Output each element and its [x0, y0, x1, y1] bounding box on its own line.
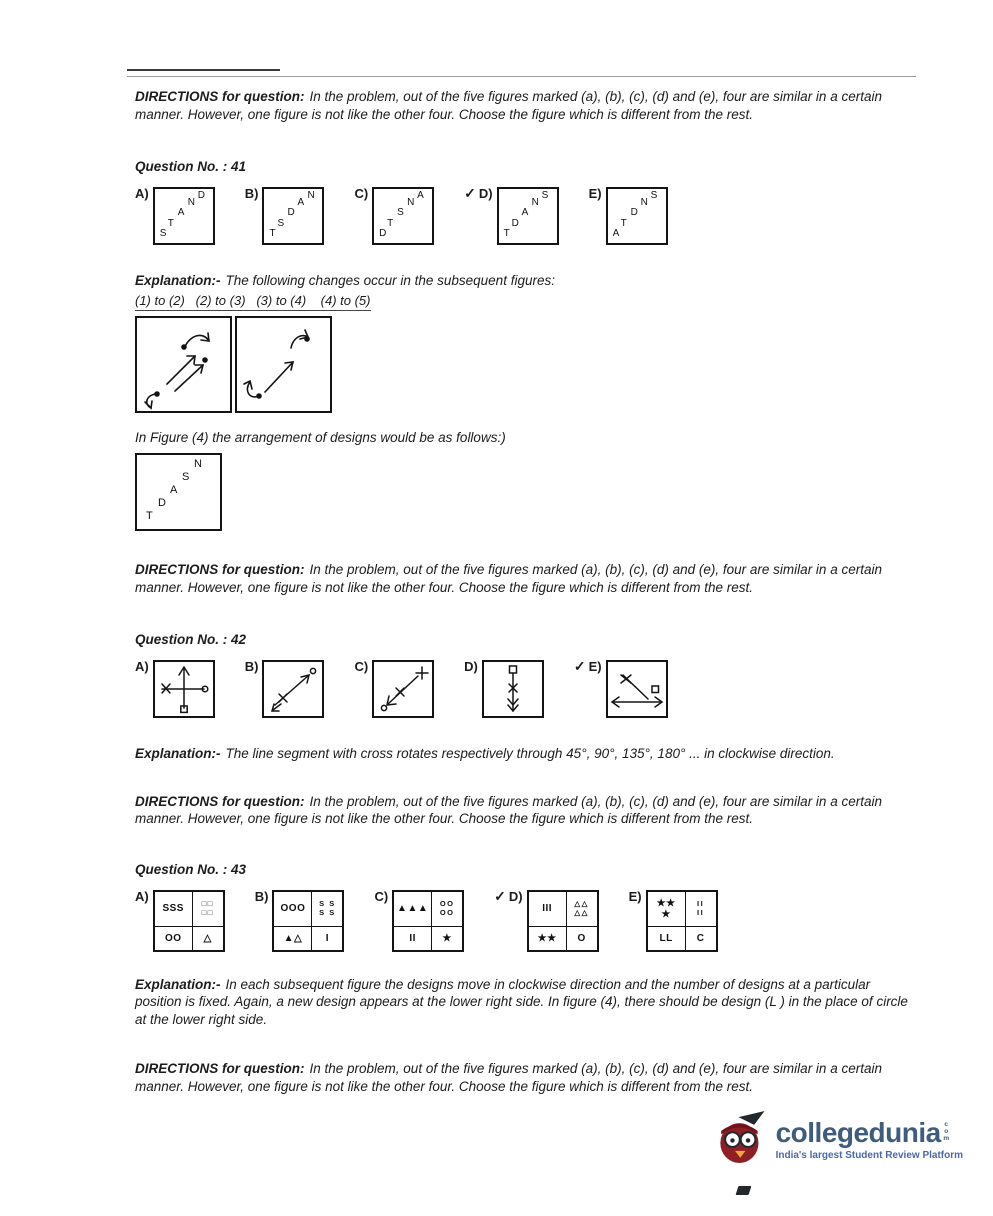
figure-symbols: ▲▲▲: [397, 903, 429, 914]
figure-letter: T: [269, 228, 276, 239]
directions-label: DIRECTIONS for question:: [135, 89, 305, 104]
horizontal-double-arrow-diagonal-figure: [608, 662, 666, 716]
option-b-figure: [262, 187, 324, 245]
option-d: [464, 187, 558, 245]
option-a: [135, 660, 215, 718]
figure-cell-top-left: [529, 892, 566, 926]
option-c-figure: [372, 187, 434, 245]
figure-symbols: S S: [319, 907, 336, 917]
option-b-figure: [262, 660, 324, 718]
footer-mark-icon: [736, 1186, 752, 1195]
option-d-figure: [527, 890, 599, 952]
option-e-figure: [606, 187, 668, 245]
figure-cell-bottom-right: [431, 926, 462, 950]
figure-symbols: OO: [164, 932, 182, 944]
figure-letter: N: [531, 197, 539, 208]
question-42-title: Question No. : 42: [135, 632, 247, 647]
figure-symbols: SSS: [162, 903, 184, 914]
figure-symbols: △△: [574, 907, 589, 917]
option-label: C): [354, 659, 369, 674]
collegedunia-logo[interactable]: [716, 1108, 963, 1171]
figure-letter: D: [511, 218, 519, 229]
figure-cell-bottom-right: [566, 926, 597, 950]
figure-symbols: C: [696, 932, 705, 944]
figure-cell-bottom-left: [155, 926, 192, 950]
figure-cell-top-left: [274, 892, 311, 926]
option-e: [574, 660, 668, 718]
figure-symbols: III: [542, 903, 553, 914]
option-c: [374, 890, 464, 952]
figure-symbols: II: [697, 907, 705, 917]
figure-letter: D: [630, 207, 638, 218]
option-b-figure: [272, 890, 344, 952]
figure-letter: A: [170, 484, 178, 496]
mascot-hair: [738, 1111, 764, 1125]
question-41-title: Question No. : 41: [135, 159, 247, 174]
option-a-figure: [153, 890, 225, 952]
figure-symbols: I: [325, 932, 330, 944]
figure-symbols: OOO: [280, 903, 306, 914]
figure-letter: A: [177, 207, 185, 218]
vertical-line-square-arrowheads-figure: [484, 662, 542, 716]
diagonal-arrow-cross-circle-figure: [264, 662, 322, 716]
figure-letter: N: [307, 190, 315, 201]
transition-figure-1: [135, 316, 232, 413]
option-label: C): [354, 186, 369, 201]
correct-answer-check-icon: ✓: [494, 887, 506, 904]
question-41-explanation: [135, 272, 915, 290]
figure-letter: D: [379, 228, 387, 239]
figure-symbols: O: [577, 932, 586, 944]
logo-text: [776, 1118, 963, 1161]
option-label: C): [374, 888, 389, 904]
figure-symbols: ★: [661, 908, 671, 920]
option-b: [245, 187, 325, 245]
option-a-figure: [153, 187, 215, 245]
figure-cell-bottom-left: [529, 926, 566, 950]
figure-letter: A: [612, 228, 620, 239]
option-e: [589, 187, 668, 245]
option-a: [135, 890, 225, 952]
figure-letter: S: [397, 207, 404, 218]
directions-text: In the problem, out of the five figures marked (a), (b), (c), (d) and (e), four are similar in a certain manner. However, one figure is not like the other four. Choose the figure which is different from the rest.: [135, 562, 882, 595]
figure-letter: N: [194, 458, 202, 470]
option-b: [255, 890, 345, 952]
vertical-arrow-cross-line-figure: [155, 662, 213, 716]
figure-letter: N: [187, 197, 195, 208]
figure-cell-top-left: [648, 892, 685, 926]
directions-label: DIRECTIONS for question:: [135, 793, 305, 809]
figure-letter: A: [417, 190, 424, 201]
figure-cell-top-right: [566, 892, 597, 926]
figure-cell-bottom-left: [394, 926, 431, 950]
option-label: D): [508, 888, 523, 904]
directions-text: In the problem, out of the five figures marked (a), (b), (c), (d) and (e), four are similar in a certain manner. However, one figure is not like the other four. Choose the figure which is different from the rest.: [135, 89, 882, 122]
transition-figure-2: [235, 316, 332, 413]
curved-arrows-diagram-2: [237, 318, 330, 411]
collegedunia-mascot-icon: [716, 1108, 768, 1171]
figure-letter: T: [503, 228, 510, 239]
figure-cell-bottom-right: [685, 926, 716, 950]
option-label: B): [244, 186, 259, 201]
option-e-figure: [606, 660, 668, 718]
figure-cell-top-right: [685, 892, 716, 926]
explanation-text: The line segment with cross rotates respectively through 45°, 90°, 135°, 180° ... in clockwise direction.: [225, 746, 835, 761]
figure-cell-bottom-left: [274, 926, 311, 950]
figure-cell-top-right: [431, 892, 462, 926]
option-label: A): [135, 186, 149, 201]
option-e: [629, 890, 718, 952]
figure-cell-top-right: [192, 892, 223, 926]
directions-block-1: [135, 88, 915, 123]
option-label: A): [135, 659, 149, 674]
figure-letter: S: [182, 471, 190, 483]
figure-symbols: OO: [439, 899, 455, 908]
figure-letter: D: [197, 190, 205, 201]
directions-label: DIRECTIONS for question:: [135, 562, 305, 577]
question-43-explanation: [135, 976, 915, 1029]
option-label: A): [135, 888, 149, 904]
figure-cell-bottom-right: [192, 926, 223, 950]
figure-letter: N: [640, 197, 648, 208]
logo-tagline: India's largest Student Review Platform: [775, 1150, 963, 1161]
question-42-options: [135, 660, 915, 718]
figure-cell-bottom-right: [311, 926, 342, 950]
question-43-options: [135, 887, 915, 952]
option-c-figure: [392, 890, 464, 952]
figure-symbols: ★★: [537, 932, 557, 944]
option-label: E): [628, 888, 642, 904]
header-rule-short: [127, 69, 280, 71]
figure-symbols: LL: [659, 932, 673, 944]
figure-cell-bottom-left: [648, 926, 685, 950]
figure-letter: T: [146, 510, 153, 522]
directions-label: DIRECTIONS for question:: [135, 1061, 305, 1076]
option-d: [494, 887, 598, 952]
explanation-label: Explanation:-: [135, 273, 221, 288]
option-c: [354, 660, 434, 718]
figure-letter: D: [158, 497, 166, 509]
correct-answer-check-icon: ✓: [573, 658, 586, 674]
figure-symbols: ▲△: [283, 932, 303, 944]
figure-symbols: S S: [319, 899, 336, 908]
question-42-explanation: [135, 745, 915, 763]
explanation-label: Explanation:-: [135, 976, 221, 992]
option-c-figure: [372, 660, 434, 718]
option-a-figure: [153, 660, 215, 718]
figure-letter: D: [287, 207, 295, 218]
directions-block-3: [135, 793, 915, 828]
logo-brand-text: collegedunia: [775, 1117, 941, 1148]
figure-symbols: II: [409, 932, 416, 944]
option-c: [354, 187, 434, 245]
explanation-text: In each subsequent figure the designs move in clockwise direction and the number of designs at a particular position is fixed. Again, a new design appears at the lower right side. In figure (4), there should be design (L ) in the place of circle at the lower right side.: [135, 976, 908, 1027]
question-41-options: [135, 187, 915, 245]
figure-symbols: □□: [201, 907, 214, 917]
figure-letter: A: [297, 197, 305, 208]
option-d: [464, 660, 544, 718]
figure-letter: S: [159, 228, 167, 239]
figure-cell-top-left: [155, 892, 192, 926]
curved-arrows-diagram-1: [137, 318, 230, 411]
figure-symbols: △: [203, 932, 212, 944]
transition-figures: [135, 316, 915, 413]
option-label: B): [254, 888, 269, 904]
figure-cell-top-left: [394, 892, 431, 926]
figure-4-note: In Figure (4) the arrangement of designs would be as follows:): [135, 429, 506, 445]
directions-block-2: [135, 561, 915, 596]
figure-symbols: □□: [201, 899, 214, 908]
option-d-figure: [482, 660, 544, 718]
figure-letter: A: [521, 207, 529, 218]
figure-letter: N: [407, 197, 415, 208]
figure-symbols: ★★: [656, 897, 676, 909]
figure-symbols: OO: [439, 907, 455, 917]
diagonal-line-plus-cross-figure: [374, 662, 432, 716]
figure-letter: S: [541, 190, 549, 201]
figure-symbols: △△: [574, 899, 589, 908]
question-43-title: Question No. : 43: [135, 861, 247, 877]
transition-steps-line: (1) to (2) (2) to (3) (3) to (4) (4) to (5): [135, 293, 371, 311]
figure-cell-top-right: [311, 892, 342, 926]
correct-answer-check-icon: ✓: [464, 185, 476, 201]
figure-letter: S: [277, 218, 285, 229]
figure-symbols: II: [697, 899, 705, 908]
figure-letter: S: [650, 190, 658, 201]
option-label: D): [464, 659, 478, 674]
directions-text: In the problem, out of the five figures marked (a), (b), (c), (d) and (e), four are similar in a certain manner. However, one figure is not like the other four. Choose the figure which is different from the rest.: [135, 1061, 882, 1094]
header-rule: [127, 76, 916, 77]
explanation-text: The following changes occur in the subsequent figures:: [225, 273, 555, 288]
figure-letter: T: [387, 218, 394, 229]
logo-brand-suffix: com: [942, 1121, 950, 1142]
figure-letter: T: [620, 218, 627, 229]
option-label: B): [244, 659, 259, 674]
directions-text: In the problem, out of the five figures marked (a), (b), (c), (d) and (e), four are similar in a certain manner. However, one figure is not like the other four. Choose the figure which is different from the rest.: [135, 793, 882, 826]
figure-symbols: ★: [442, 932, 452, 944]
option-e-figure: [646, 890, 718, 952]
option-b: [245, 660, 325, 718]
option-label: E): [588, 659, 602, 674]
explanation-label: Explanation:-: [135, 746, 221, 761]
option-label: D): [478, 186, 493, 201]
option-label: E): [588, 186, 602, 201]
option-d-figure: [497, 187, 559, 245]
figure-letter: T: [167, 218, 174, 229]
figure-4-arrangement: [135, 453, 222, 531]
directions-block-4: [135, 1060, 915, 1095]
option-a: [135, 187, 215, 245]
